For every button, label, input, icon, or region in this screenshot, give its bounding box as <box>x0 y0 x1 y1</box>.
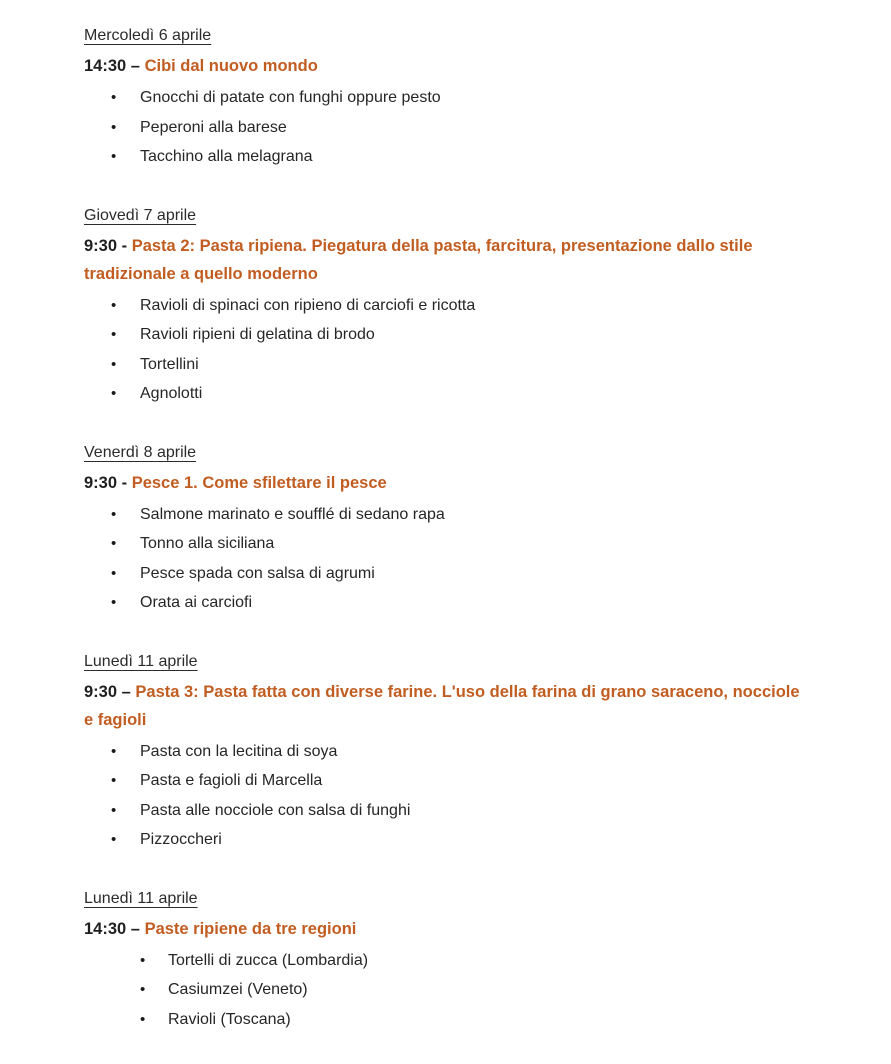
schedule-section <box>84 884 811 1035</box>
session-title: Pesce 1. Come sfilettare il pesce <box>131 473 387 492</box>
session-time: 9:30 - <box>84 236 128 255</box>
session-time: 14:30 – <box>84 919 140 938</box>
list-item: • Pasta alle nocciole con salsa di funghi <box>84 796 811 826</box>
schedule-section <box>84 201 811 409</box>
section-date: Mercoledì 6 aprile <box>84 27 212 44</box>
schedule-section <box>84 438 811 618</box>
list-item: • Tacchino alla melagrana <box>84 142 811 172</box>
list-item: • Peperoni alla barese <box>84 113 811 143</box>
list-item: • Pizzoccheri <box>84 825 811 855</box>
list-item: • Orata ai carciofi <box>84 588 811 618</box>
list-item: • Gnocchi di patate con funghi oppure pesto <box>84 83 811 113</box>
session-title: Pasta 2: Pasta ripiena. Piegatura della pasta, farcitura, presentazione dallo stile tradizionale a quello moderno <box>84 236 753 283</box>
menu-list <box>84 500 811 618</box>
section-date: Giovedì 7 aprile <box>84 206 197 224</box>
session-title: Paste ripiene da tre regioni <box>144 919 357 938</box>
schedule-section <box>84 21 811 172</box>
list-item: • Salmone marinato e soufflé di sedano rapa <box>84 500 811 530</box>
list-item: • Ravioli di spinaci con ripieno di carciofi e ricotta <box>84 291 811 321</box>
section-date: Lunedì 11 aprile <box>84 889 198 907</box>
list-item: • Agnolotti <box>84 379 811 409</box>
session-time: 9:30 – <box>84 682 131 701</box>
menu-list <box>84 737 811 855</box>
section-date: Venerdì 8 aprile <box>84 443 197 461</box>
list-item: • Tortelli di zucca (Lombardia) <box>84 946 811 976</box>
list-item: • Tonno alla siciliana <box>84 529 811 559</box>
list-item: • Pasta con la lecitina di soya <box>84 737 811 767</box>
list-item: • Pesce spada con salsa di agrumi <box>84 559 811 589</box>
section-heading <box>84 915 811 943</box>
session-time: 9:30 - <box>84 473 128 492</box>
section-heading <box>84 52 811 80</box>
menu-list <box>84 291 811 409</box>
section-date: Lunedì 11 aprile <box>84 652 198 670</box>
section-heading <box>84 232 811 288</box>
list-item: • Casiumzei (Veneto) <box>84 975 811 1005</box>
schedule-section <box>84 647 811 855</box>
section-heading <box>84 678 811 734</box>
menu-list <box>84 83 811 172</box>
session-title: Pasta 3: Pasta fatta con diverse farine. L'uso della farina di grano saraceno, nocciole e fagioli <box>84 682 800 729</box>
list-item: • Tortellini <box>84 350 811 380</box>
list-item: • Ravioli (Toscana) <box>84 1005 811 1035</box>
list-item: • Ravioli ripieni di gelatina di brodo <box>84 320 811 350</box>
list-item: • Pasta e fagioli di Marcella <box>84 766 811 796</box>
session-title: Cibi dal nuovo mondo <box>144 57 318 75</box>
menu-list <box>84 946 811 1035</box>
section-heading <box>84 469 811 497</box>
session-time: 14:30 – <box>84 57 140 75</box>
